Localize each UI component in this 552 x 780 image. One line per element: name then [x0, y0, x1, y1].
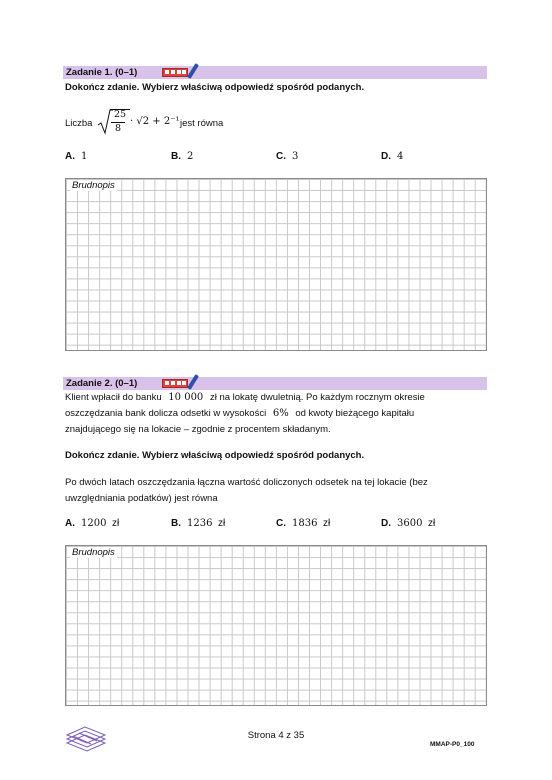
task2-title: Zadanie 2. (0–1) [66, 378, 138, 389]
fraction-denominator: 8 [114, 123, 122, 134]
task1-header-bar [63, 66, 487, 79]
task1-prompt-prefix: Liczba [65, 118, 93, 129]
page-number: Strona 4 z 35 [247, 730, 305, 741]
task2-instruction: Dokończ zdanie. Wybierz właściwą odpowiedź spośród podanych. [65, 450, 365, 461]
task2-body-line2: oszczędzania bank dolicza odsetki w wysokości 6% od kwoty bieżącego kapitału [65, 408, 415, 419]
task2-answer-c[interactable]: C. 1836 zł [276, 518, 331, 529]
task2-answer-b[interactable]: B. 1236 zł [171, 518, 226, 529]
task2-answer-d[interactable]: D. 3600 zł [381, 518, 436, 529]
task1-answer-b[interactable]: B. 2 [171, 151, 194, 162]
fraction-numerator: 25 [113, 109, 127, 120]
expression-rest: · √2 + 2⁻¹ [130, 116, 180, 127]
task1-scratch-grid[interactable] [65, 178, 487, 351]
scratch-label: Brudnopis [72, 180, 115, 191]
task2-answer-a[interactable]: A. 1200 zł [65, 518, 120, 529]
deposit-amount: 10 000 [168, 392, 204, 403]
task2-body-line3: znajdującego się na lokacie – zgodnie z procentem składanym. [65, 424, 331, 435]
task1-title: Zadanie 1. (0–1) [66, 67, 138, 78]
task1-answer-c[interactable]: C. 3 [276, 151, 299, 162]
task1-answer-d[interactable]: D. 4 [381, 151, 404, 162]
score-boxes-icon [162, 68, 188, 77]
exam-code: MMAP-P0_100 [430, 741, 475, 748]
task1-prompt [65, 116, 92, 132]
task2-question-line2: uwzględniania podatków) jest równa [65, 493, 218, 504]
pen-icon [187, 63, 199, 79]
task1-prompt-suffix: jest równa [180, 118, 224, 129]
score-boxes-icon [162, 379, 188, 388]
task2-scratch-grid[interactable] [65, 545, 487, 706]
interest-rate: 6% [272, 408, 289, 419]
pen-icon [187, 374, 199, 390]
task2-question-line1: Po dwóch latach oszczędzania łączna wartość doliczonych odsetek na tej lokacie (bez [65, 477, 428, 488]
scratch-label: Brudnopis [72, 547, 115, 558]
task1-answer-a[interactable]: A. 1 [65, 151, 88, 162]
task1-instruction: Dokończ zdanie. Wybierz właściwą odpowiedź spośród podanych. [65, 82, 365, 93]
task2-body-line1: Klient wpłacił do banku 10 000 zł na lokatę dwuletnią. Po każdym rocznym okresie [65, 392, 425, 403]
task2-header-bar [63, 377, 487, 390]
